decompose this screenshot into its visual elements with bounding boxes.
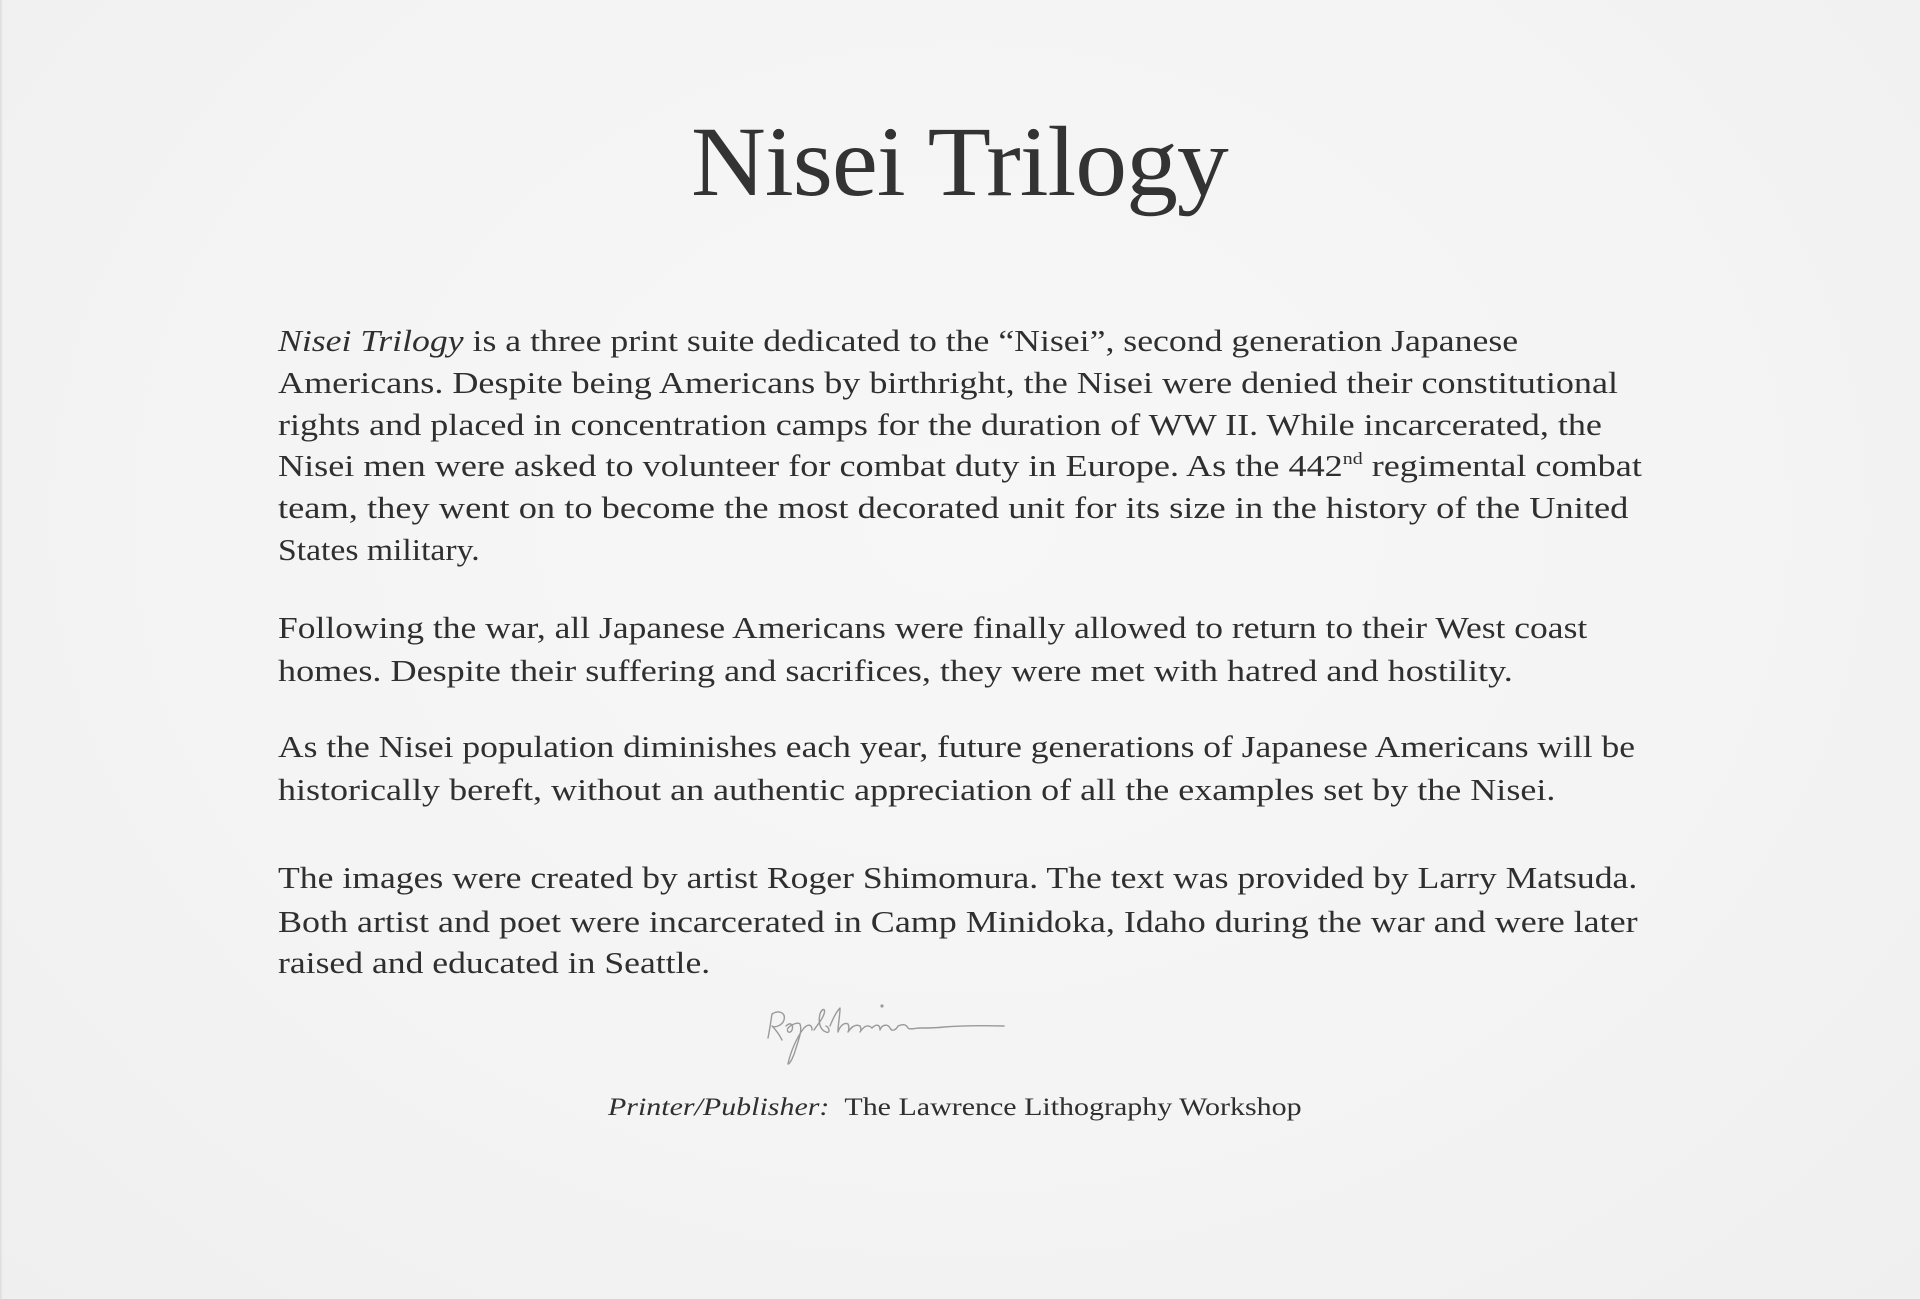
paragraph-line: rights and placed in concentration camps for the duration of WW II. While incarcerated, the: [278, 407, 1602, 442]
paragraph-line: As the Nisei population diminishes each year, future generations of Japanese Americans will be: [278, 729, 1636, 764]
printer-name: The Lawrence Lithography Workshop: [844, 1094, 1302, 1121]
paragraph-line: raised and educated in Seattle.: [278, 945, 711, 980]
printer-label: Printer/Publisher:: [608, 1094, 830, 1121]
paragraph-line: Americans. Despite being Americans by birthright, the Nisei were denied their constitutional: [278, 365, 1618, 400]
ordinal-superscript: nd: [1342, 449, 1363, 469]
paragraph-line: Both artist and poet were incarcerated in Camp Minidoka, Idaho during the war and were later: [278, 904, 1638, 939]
paragraph-line: States military.: [278, 532, 480, 567]
line-text: Nisei men were asked to volunteer for combat duty in Europe. As the 442: [278, 448, 1343, 483]
paragraph-line: Following the war, all Japanese Americans were finally allowed to return to their West coast: [278, 610, 1588, 645]
paragraph-line: The images were created by artist Roger Shimomura. The text was provided by Larry Matsuda.: [278, 860, 1638, 895]
printer-publisher-credit: [608, 1094, 1302, 1122]
spacer: [829, 1094, 844, 1121]
paragraph-line: [278, 324, 1518, 358]
paragraph-line: team, they went on to become the most decorated unit for its size in the history of the United: [278, 490, 1629, 525]
paragraph-line: historically bereft, without an authentic appreciation of all the examples set by the Nisei.: [278, 772, 1556, 807]
italic-work-title: Nisei Trilogy: [278, 323, 464, 358]
paper-edge: [0, 0, 3, 1299]
paragraph-line: homes. Despite their suffering and sacrifices, they were met with hatred and hostility.: [278, 653, 1513, 688]
line-text: is a three print suite dedicated to the “Nisei”, second generation Japanese: [463, 323, 1519, 358]
line-text: regimental combat: [1362, 448, 1642, 483]
page-title: Nisei Trilogy: [691, 106, 1228, 217]
handwritten-signature-icon: [760, 1002, 1012, 1072]
paragraph-line: [278, 449, 1642, 483]
